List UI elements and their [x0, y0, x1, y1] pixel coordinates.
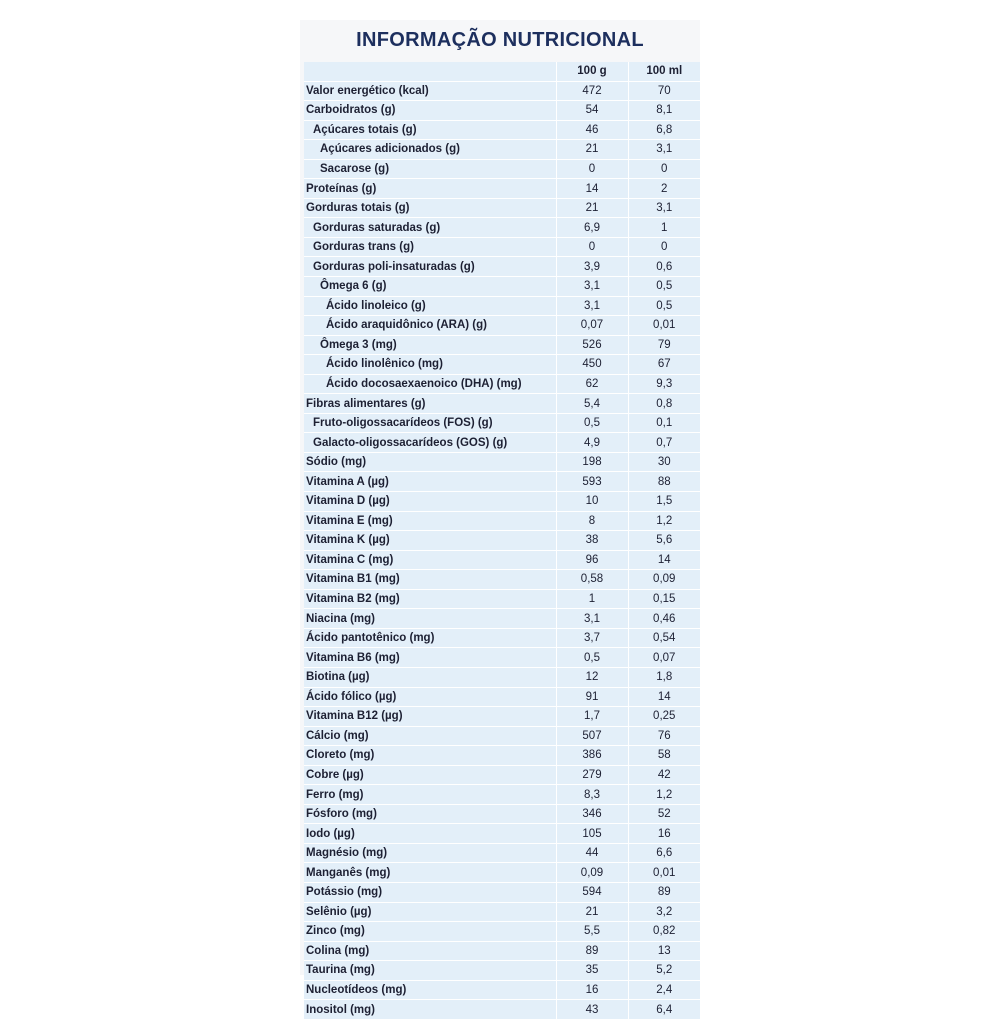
- value-100g: 8,3: [556, 785, 628, 805]
- value-100g: 0,09: [556, 863, 628, 883]
- value-100ml: 0,7: [628, 433, 700, 453]
- nutrition-table-wrapper: [304, 62, 700, 1020]
- value-100ml: 70: [628, 81, 700, 101]
- table-row: [304, 413, 700, 433]
- nutrient-label: Inositol (mg): [304, 1000, 556, 1020]
- table-row: [304, 81, 700, 101]
- nutrient-label: Sacarose (g): [304, 159, 556, 179]
- table-row: [304, 570, 700, 590]
- value-100g: 35: [556, 961, 628, 981]
- value-100ml: 88: [628, 472, 700, 492]
- value-100ml: 3,1: [628, 198, 700, 218]
- value-100ml: 67: [628, 355, 700, 375]
- value-100ml: 0,1: [628, 413, 700, 433]
- table-row: [304, 843, 700, 863]
- value-100ml: 9,3: [628, 374, 700, 394]
- value-100ml: 8,1: [628, 101, 700, 121]
- value-100g: 14: [556, 179, 628, 199]
- nutrient-label: Magnésio (mg): [304, 843, 556, 863]
- value-100g: 4,9: [556, 433, 628, 453]
- value-100ml: 5,6: [628, 531, 700, 551]
- table-row: [304, 765, 700, 785]
- value-100g: 12: [556, 667, 628, 687]
- value-100ml: 2: [628, 179, 700, 199]
- table-row: [304, 140, 700, 160]
- value-100g: 46: [556, 120, 628, 140]
- nutrient-label: Ácido pantotênico (mg): [304, 628, 556, 648]
- table-row: [304, 667, 700, 687]
- value-100ml: 14: [628, 550, 700, 570]
- nutrient-label: Ácido docosaexaenoico (DHA) (mg): [304, 374, 556, 394]
- table-row: [304, 1000, 700, 1020]
- value-100g: 0,58: [556, 570, 628, 590]
- nutrient-label: Cálcio (mg): [304, 726, 556, 746]
- value-100g: 1: [556, 589, 628, 609]
- nutrient-label: Sódio (mg): [304, 452, 556, 472]
- nutrition-table: [304, 62, 700, 1020]
- nutrient-label: Ácido araquidônico (ARA) (g): [304, 316, 556, 336]
- value-100g: 16: [556, 980, 628, 1000]
- value-100g: 6,9: [556, 218, 628, 238]
- table-row: [304, 785, 700, 805]
- table-row: [304, 628, 700, 648]
- nutrient-label: Vitamina B12 (µg): [304, 707, 556, 727]
- table-row: [304, 648, 700, 668]
- value-100g: 198: [556, 452, 628, 472]
- table-row: [304, 550, 700, 570]
- nutrient-label: Cloreto (mg): [304, 746, 556, 766]
- value-100ml: 1,2: [628, 785, 700, 805]
- value-100ml: 0,8: [628, 394, 700, 414]
- table-row: [304, 335, 700, 355]
- value-100g: 472: [556, 81, 628, 101]
- table-row: [304, 159, 700, 179]
- value-100ml: 89: [628, 882, 700, 902]
- table-row: [304, 687, 700, 707]
- table-row: [304, 726, 700, 746]
- value-100ml: 1,8: [628, 667, 700, 687]
- nutrient-label: Vitamina D (µg): [304, 492, 556, 512]
- table-row: [304, 472, 700, 492]
- nutrient-label: Ômega 6 (g): [304, 277, 556, 297]
- value-100ml: 0,54: [628, 628, 700, 648]
- value-100g: 21: [556, 198, 628, 218]
- value-100ml: 6,4: [628, 1000, 700, 1020]
- nutrient-label: Vitamina E (mg): [304, 511, 556, 531]
- value-100ml: 1,5: [628, 492, 700, 512]
- value-100g: 3,1: [556, 609, 628, 629]
- value-100g: 43: [556, 1000, 628, 1020]
- value-100g: 54: [556, 101, 628, 121]
- nutrient-label: Ácido linoleico (g): [304, 296, 556, 316]
- nutrient-label: Vitamina B6 (mg): [304, 648, 556, 668]
- value-100g: 105: [556, 824, 628, 844]
- table-row: [304, 218, 700, 238]
- nutrient-label: Selênio (µg): [304, 902, 556, 922]
- value-100ml: 0,01: [628, 863, 700, 883]
- table-row: [304, 296, 700, 316]
- value-100g: 0,5: [556, 413, 628, 433]
- value-100ml: 30: [628, 452, 700, 472]
- nutrient-label: Cobre (µg): [304, 765, 556, 785]
- value-100g: 594: [556, 882, 628, 902]
- table-header-row: [304, 62, 700, 81]
- value-100ml: 58: [628, 746, 700, 766]
- table-row: [304, 179, 700, 199]
- value-100ml: 79: [628, 335, 700, 355]
- nutrient-label: Biotina (µg): [304, 667, 556, 687]
- table-row: [304, 237, 700, 257]
- column-header-nutrient: [304, 62, 556, 81]
- nutrient-label: Proteínas (g): [304, 179, 556, 199]
- value-100ml: 0: [628, 159, 700, 179]
- value-100g: 3,7: [556, 628, 628, 648]
- value-100g: 89: [556, 941, 628, 961]
- value-100g: 44: [556, 843, 628, 863]
- value-100g: 0: [556, 237, 628, 257]
- nutrient-label: Vitamina B1 (mg): [304, 570, 556, 590]
- nutrient-label: Galacto-oligossacarídeos (GOS) (g): [304, 433, 556, 453]
- table-row: [304, 394, 700, 414]
- column-header-100g: 100 g: [556, 62, 628, 81]
- value-100ml: 6,8: [628, 120, 700, 140]
- table-row: [304, 609, 700, 629]
- value-100ml: 0,15: [628, 589, 700, 609]
- table-row: [304, 922, 700, 942]
- nutrition-panel: [300, 20, 700, 1016]
- value-100g: 8: [556, 511, 628, 531]
- nutrient-label: Potássio (mg): [304, 882, 556, 902]
- value-100ml: 3,1: [628, 140, 700, 160]
- table-row: [304, 433, 700, 453]
- value-100g: 96: [556, 550, 628, 570]
- nutrient-label: Gorduras poli-insaturadas (g): [304, 257, 556, 277]
- value-100ml: 0: [628, 237, 700, 257]
- table-row: [304, 355, 700, 375]
- nutrient-label: Valor energético (kcal): [304, 81, 556, 101]
- nutrient-label: Vitamina C (mg): [304, 550, 556, 570]
- value-100g: 10: [556, 492, 628, 512]
- table-row: [304, 902, 700, 922]
- value-100g: 62: [556, 374, 628, 394]
- table-row: [304, 980, 700, 1000]
- value-100ml: 16: [628, 824, 700, 844]
- nutrient-label: Açúcares totais (g): [304, 120, 556, 140]
- nutrient-label: Taurina (mg): [304, 961, 556, 981]
- table-row: [304, 452, 700, 472]
- value-100ml: 6,6: [628, 843, 700, 863]
- table-row: [304, 961, 700, 981]
- value-100g: 21: [556, 140, 628, 160]
- table-row: [304, 101, 700, 121]
- value-100ml: 0,01: [628, 316, 700, 336]
- nutrient-label: Nucleotídeos (mg): [304, 980, 556, 1000]
- value-100ml: 0,5: [628, 277, 700, 297]
- value-100ml: 0,07: [628, 648, 700, 668]
- value-100g: 1,7: [556, 707, 628, 727]
- nutrient-label: Fibras alimentares (g): [304, 394, 556, 414]
- nutrient-label: Fruto-oligossacarídeos (FOS) (g): [304, 413, 556, 433]
- column-header-100ml: 100 ml: [628, 62, 700, 81]
- value-100ml: 14: [628, 687, 700, 707]
- value-100g: 0: [556, 159, 628, 179]
- nutrient-label: Gorduras totais (g): [304, 198, 556, 218]
- value-100g: 38: [556, 531, 628, 551]
- table-row: [304, 941, 700, 961]
- table-row: [304, 120, 700, 140]
- nutrient-label: Zinco (mg): [304, 922, 556, 942]
- value-100ml: 0,6: [628, 257, 700, 277]
- table-row: [304, 198, 700, 218]
- value-100g: 3,1: [556, 296, 628, 316]
- value-100g: 0,5: [556, 648, 628, 668]
- value-100ml: 52: [628, 804, 700, 824]
- nutrient-label: Colina (mg): [304, 941, 556, 961]
- value-100ml: 42: [628, 765, 700, 785]
- value-100ml: 0,09: [628, 570, 700, 590]
- table-row: [304, 316, 700, 336]
- nutrient-label: Ferro (mg): [304, 785, 556, 805]
- table-row: [304, 511, 700, 531]
- nutrient-label: Carboidratos (g): [304, 101, 556, 121]
- table-row: [304, 277, 700, 297]
- table-row: [304, 531, 700, 551]
- value-100g: 0,07: [556, 316, 628, 336]
- nutrient-label: Fósforo (mg): [304, 804, 556, 824]
- value-100g: 450: [556, 355, 628, 375]
- value-100ml: 5,2: [628, 961, 700, 981]
- page-title: INFORMAÇÃO NUTRICIONAL: [356, 29, 644, 51]
- table-row: [304, 804, 700, 824]
- nutrient-label: Gorduras trans (g): [304, 237, 556, 257]
- value-100g: 5,5: [556, 922, 628, 942]
- nutrient-label: Iodo (µg): [304, 824, 556, 844]
- nutrient-label: Ácido linolênico (mg): [304, 355, 556, 375]
- nutrient-label: Açúcares adicionados (g): [304, 140, 556, 160]
- value-100g: 386: [556, 746, 628, 766]
- value-100g: 3,1: [556, 277, 628, 297]
- nutrient-label: Ômega 3 (mg): [304, 335, 556, 355]
- value-100g: 21: [556, 902, 628, 922]
- value-100ml: 0,82: [628, 922, 700, 942]
- value-100ml: 0,25: [628, 707, 700, 727]
- value-100ml: 0,5: [628, 296, 700, 316]
- nutrient-label: Vitamina A (µg): [304, 472, 556, 492]
- value-100ml: 3,2: [628, 902, 700, 922]
- table-row: [304, 882, 700, 902]
- value-100g: 346: [556, 804, 628, 824]
- table-row: [304, 707, 700, 727]
- table-row: [304, 492, 700, 512]
- value-100g: 3,9: [556, 257, 628, 277]
- nutrient-label: Niacina (mg): [304, 609, 556, 629]
- value-100ml: 76: [628, 726, 700, 746]
- value-100g: 526: [556, 335, 628, 355]
- table-row: [304, 374, 700, 394]
- value-100ml: 2,4: [628, 980, 700, 1000]
- value-100ml: 1,2: [628, 511, 700, 531]
- value-100ml: 1: [628, 218, 700, 238]
- value-100ml: 13: [628, 941, 700, 961]
- nutrient-label: Ácido fólico (µg): [304, 687, 556, 707]
- value-100g: 507: [556, 726, 628, 746]
- value-100g: 5,4: [556, 394, 628, 414]
- nutrient-label: Manganês (mg): [304, 863, 556, 883]
- nutrient-label: Gorduras saturadas (g): [304, 218, 556, 238]
- nutrient-label: Vitamina K (µg): [304, 531, 556, 551]
- value-100g: 91: [556, 687, 628, 707]
- value-100g: 593: [556, 472, 628, 492]
- table-row: [304, 589, 700, 609]
- value-100ml: 0,46: [628, 609, 700, 629]
- table-row: [304, 824, 700, 844]
- nutrient-label: Vitamina B2 (mg): [304, 589, 556, 609]
- table-row: [304, 746, 700, 766]
- table-row: [304, 257, 700, 277]
- value-100g: 279: [556, 765, 628, 785]
- table-row: [304, 863, 700, 883]
